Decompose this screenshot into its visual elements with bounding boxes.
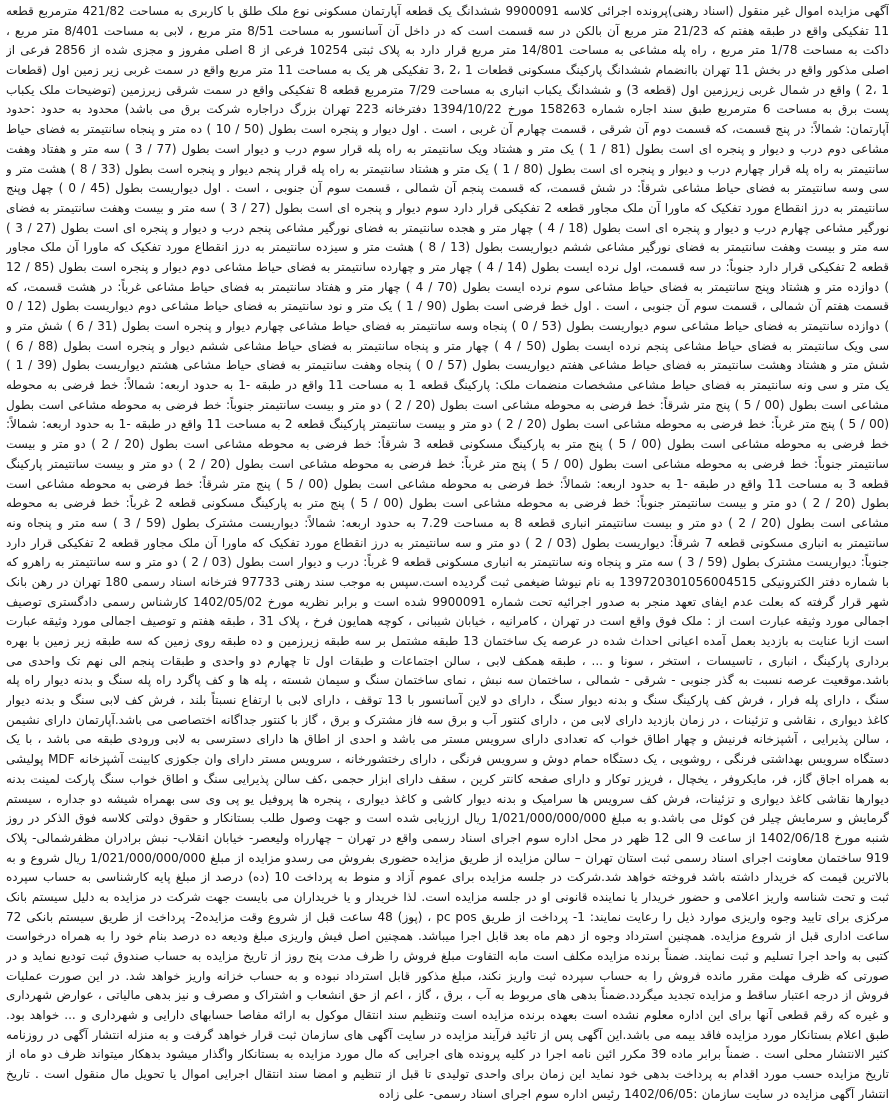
auction-notice xyxy=(6,2,889,1109)
notice-body-text: آگهی مزایده اموال غیر منقول (اسناد رهنی)پرونده اجرائی کلاسه 9900091 ششدانگ یک قطعه آپارتمان مسکونی نوع ملک طلق با کاربری به مساحت 421/82 مترمربع قطعه 11 تفکیکی واقع در طبقه هفتم که 21/23 متر مربع آن بالکن در سه قسمت است که در داخل آن آسانسور به مساحت 8/51 متر مربع ، لابی به مساحت 8/401 متر مربع ، داکت به مساحت 1/78 متر مربع ، راه پله مشاعی به مساحت 14/801 متر مربع قرار دارد به پلاک ثبتی 10254 فرعی از 8 اصلی مفروز و مجزی شده از 2856 فرعی از اصلی مذکور واقع در بخش 11 تهران باانضمام ششدانگ پارکینگ مسکونی قطعات 1 ،2 ،3 تفکیکی هر یک به مساحت 11 متر مربع واقع در سمت غربی زیر زمین اول (قطعات 1 ،2 ) واقع در شمال غربی زیرزمین اول (قطعه 3) و ششدانگ یکباب انباری به مساحت 7/29 مترمربع قطعه 8 تفکیکی واقع در سمت شرقی زیرزمین (توضیحات ملک یکباب پست برق به مساحت 6 مترمربع طبق سند اجاره شماره 158263 مورخ 1394/10/22 دفترخانه 223 تهران بزرگ دراجاره شرکت برق می باشد) محدود به حدود :حدود آپارتمان: شمالاً: در پنج قسمت، که قسمت دوم آن شرقی ، قسمت چهارم آن غربی ، است . اول دیوار و پنجره است بطول (50 / 10 ) ده متر و پنجاه سانتیمتر به فضای حیاط مشاعی دوم درب و دیوار و پنجره ای است بطول (81 / 1 ) یک متر و هشتاد ویک سانتیمتر به راه پله قرار سوم درب و دیوار است بطول (77 / 3 ) سه متر و هفتاد وهفت سانتیمتر به راه پله قرار چهارم درب و دیوار و پنجره ای است بطول (80 / 1 ) یک متر و هشتاد سانتیمتر به راه پله قرار پنجم دیوار و پنجره است بطول (33 / 8 ) هشت متر و سی وسه سانتیمتر به فضای حیاط مشاعی شرقاً: در شش قسمت، که قسمت پنجم آن شمالی ، قسمت سوم آن جنوبی ، است . اول دیواریست بطول (45 / 0 ) چهل وپنج سانتیمتر به درز انقطاع مورد تفکیک که ماورا آن ملک مجاور قطعه 2 تفکیکی قرار دارد سوم دیوار و پنجره ای است بطول (27 / 3 ) سه متر و بیست وهفت سانتیمتر به فضای نورگیر مشاعی چهارم درب و دیوار و پنجره ای است بطول (18 / 4 ) چهار متر و هجده سانتیمتر به فضای نورگیر مشاعی پنجم درب و دیوار و پنجره ای است بطول (27 / 3 ) سه متر و بیست وهفت سانتیمتر به فضای نورگیر مشاعی ششم دیواریست بطول (13 / 8 ) هشت متر و سیزده سانتیمتر به درز انقطاع مورد تفکیک که ماورا آن ملک مجاور قطعه 2 تفکیکی قرار دارد جنوباً: در سه قسمت، اول نرده ایست بطول (14 / 4 ) چهار متر و چهارده سانتیمتر به فضای حیاط مشاعی دوم دیوار و پنجره است بطول (85 / 12 ) دوازده متر و هشتاد وپنج سانتیمتر به فضای حیاط مشاعی سوم نرده ایست بطول (70 / 4 ) چهار متر و هفتاد سانتیمتر به فضای حیاط مشاعی غرباً: در هشت قسمت، که قسمت هفتم آن شمالی ، قسمت سوم آن جنوبی ، است . اول خط فرضی است بطول (90 / 1 ) یک متر و نود سانتیمتر به فضای حیاط مشاعی دوم دیواریست بطول (12 / 0 ) دوازده سانتیمتر به فضای حیاط مشاعی سوم دیواریست بطول (53 / 0 ) پنجاه وسه سانتیمتر به فضای حیاط مشاعی چهارم دیوار و پنجره است بطول (31 / 6 ) شش متر و سی ویک سانتیمتر به فضای حیاط مشاعی پنجم نرده ایست بطول (50 / 4 ) چهار متر و پنجاه سانتیمتر به فضای حیاط مشاعی ششم دیوار و پنجره است بطول (88 / 6 ) شش متر و هشتاد وهشت سانتیمتر به فضای حیاط مشاعی هفتم دیواریست بطول (57 / 0 ) پنجاه وهفت سانتیمتر به فضای حیاط مشاعی هشتم دیواریست بطول (39 / 1 ) یک متر و سی ونه سانتیمتر به فضای حیاط مشاعی مشخصات منضمات ملک: پارکینگ قطعه 1 به مساحت 11 واقع در طبقه -1 به حدود اربعه: شمالاً: خط فرضی به محوطه مشاعی است بطول (00 / 5 ) پنج متر شرقاً: خط فرضی به محوطه مشاعی است بطول (20 / 2 ) دو متر و بیست سانتیمتر جنوباً: خط فرضی به محوطه مشاعی است بطول (00 / 5 ) پنج متر غرباً: خط فرضی به محوطه مشاعی است بطول (20 / 2 ) دو متر و بیست سانتیمتر پارکینگ قطعه 2 به مساحت 11 واقع در طبقه -1 به حدود اربعه: شمالاً: خط فرضی به محوطه مشاعی است بطول (00 / 5 ) پنج متر به پارکینگ مسکونی قطعه 3 شرقاً: خط فرضی به محوطه مشاعی است بطول (20 / 2 ) دو متر و بیست سانتیمتر جنوباً: خط فرضی به محوطه مشاعی است بطول (00 / 5 ) پنج متر غرباً: خط فرضی به محوطه مشاعی است بطول (20 / 2 ) دو متر و بیست سانتیمتر پارکینگ قطعه 3 به مساحت 11 واقع در طبقه -1 به حدود اربعه: شمالاً: خط فرضی به محوطه مشاعی است بطول (00 / 5 ) پنج متر شرقاً: خط فرضی به محوطه مشاعی است بطول (20 / 2 ) دو متر و بیست سانتیمتر جنوباً: خط فرضی به محوطه مشاعی است بطول (00 / 5 ) پنج متر به پارکینگ مسکونی قطعه 2 غرباً: خط فرضی به محوطه مشاعی است بطول (20 / 2 ) دو متر و بیست سانتیمتر انباری قطعه 8 به مساحت 7.29 به حدود اربعه: شمالاً: دیواریست مشترک بطول (59 / 3 ) سه متر و پنجاه ونه سانتیمتر به انباری مسکونی قطعه 7 شرقاً: دیواریست بطول (03 / 2 ) دو متر و سه سانتیمتر به درز انقطاع مورد تفکیک که ماورا آن ملک مجاور قطعه 2 تفکیکی قرار دارد جنوباً: دیواریست مشترک بطول (59 / 3 ) سه متر و پنجاه ونه سانتیمتر به انباری مسکونی قطعه 9 غرباً: درب و دیوار است بطول (03 / 2 ) دو متر و سه سانتیمتر به راهرو که با شماره دفتر الکترونیکی 139720301056004515 به نام نیوشا ضیغمی ثبت گردیده است.سپس به موجب سند رهنی 97733 فترخانه اسناد رسمی 180 تهران در رهن بانک شهر قرار گرفته که بعلت عدم ایفای تعهد منجر به صدور اجرائیه تحت شماره 9900091 شده است و برابر نظریه مورخ 1402/05/02 کارشناس رسمی دادگستری توصیف اجمالی مورد وثیقه عبارت است از : ملک فوق واقع است در تهران ، کامرانیه ، خیابان شیبانی ، کوچه همایون فرخ ، پلاک 31 ، طبقه هفتم و توصیف اجمالی مورد وثیقه عبارت است ازبا عنایت به بازدید بعمل آمده اعیانی احداث شده در عرصه یک ساختمان 13 طبقه مشتمل بر سه طبقه زیرزمین و ده طبقه روی زمین که سه طبقه زیر زمین با بهره برداری پارکینگ ، انباری ، تاسیسات ، استخر ، سونا و ... ، طبقه همکف لابی ، سالن اجتماعات و طبقات اول تا چهارم دو واحدی و طبقات پنجم الی نهم تک واحدی می باشد.موقعیت عرصه نسبت به گذر جنوبی - شرقی - شمالی ، ساختمان سه نبش ، نمای ساختمان سنگ و سیمان شسته ، پله ها و کف پاگرد راه پله سنگ و بدنه دیوار راه پله سنگ ، دارای پله فرار ، فرش کف پارکینگ سنگ و بدنه دیوار سنگ ، دارای دو لاین آسانسور با 13 توقف ، دارای لابی با ارتفاع نسبتاً بلند ، فرش کف لابی سنگ و بدنه دیوار کاغذ دیواری ، نقاشی و تزئینات ، در زمان بازدید دارای لابی من ، دارای کنتور آب و برق سه فاز مشترک و برق ، گاز با کنتور جداگانه اختصاصی می باشد.آپارتمان دارای نشیمن ، سالن پذیرایی ، آشپزخانه فرنیش و چهار اطاق خواب که تعدادی دارای سرویس مستر می باشد و احدی از اطاق ها دارای دسترسی به لابی ورودی طبقه می باشد ، با یک دستگاه سرویس بهداشتی فرنگی ، روشویی ، یک دستگاه حمام دوش و سرویس فرنگی ، دارای رختشورخانه ، سرویس مستر دارای وان جکوزی کابینت آشپزخانه MDF پولیشی به همراه اجاق گاز، فر، مایکروفر ، یخچال ، فریزر توکار و دارای صفحه کانتر کرین ، سقف دارای ابزار حجمی ،کف سالن پذیرایی سنگ و اطاق خواب سنگ پارکت لمینت بدنه دیوارها نقاشی کاغذ دیواری و تزئینات، فرش کف سرویس ها سرامیک و بدنه دیوار کاشی و کاغذ دیواری ، پنجره ها پروفیل یو پی وی سی بهمراه شیشه دو جداره ، سیستم گرمایش و سرمایش چیلر فن کوئل می باشد.و به مبلغ 1/021/000/000/000 ریال ارزیابی شده است و جهت وصول طلب بستانکار و حقوق دولتی کلاسه فوق الذکر در روز شنبه مورخ 1402/06/18 از ساعت 9 الی 12 ظهر در محل اداره سوم اجرای اسناد رسمی واقع در تهران – چهارراه ولیعصر- خیابان انقلاب- نبش برادران مظفرشمالی- پلاک 919 ساختمان معاونت اجرای اسناد رسمی ثبت استان تهران – سالن مزایده از طریق مزایده حضوری بفروش می رسدو مزایده از مبلغ 1/021/000/000/000 ریال شروع و به بالاترین قیمت که خریدار داشته باشد فروخته خواهد شد.شرکت در جلسه مزایده برای عموم آزاد و منوط به پرداخت 10 (ده) درصد از مبلغ پایه کارشناسی به حساب سپرده ثبت و تحت شناسه واریز اعلامی و حضور خریدار یا نماینده قانونی او در جلسه مزایده است. لذا خریدار و یا خریداران می بایست جهت شرکت در مزایده به دلیل سیستم بانک مرکزی برای تایید وجوه واریزی موارد ذیل را رعایت نمایند: 1- پرداخت از طریق pc pos ، (پوز) 48 ساعت قبل از شروع وقت مزایده2- پرداخت از طریق سیستم بانکی 72 ساعت اداری قبل از شروع مزایده. همچنین استرداد وجوه از دهم ماه بعد قابل اجرا میباشد. همچنین اصل فیش واریزی مبلغ ودیعه ده درصد بنام خود را به همراه درخواست کتبی به واحد اجرا تسلیم و ثبت نمایند. ضمناً برنده مزایده مکلف است مابه التفاوت مبلغ فروش را ظرف مدت پنج روز از تاریخ مزایده به حساب صندوق ثبت تودیع نماید و در صورتی که ظرف مهلت مقرر مانده فروش را به حساب سپرده ثبت واریز نکند، مبلغ مذکور قابل استرداد نبوده و به حساب خزانه واریز خواهد شد. در این صورت عملیات فروش از درجه اعتبار ساقط و مزایده تجدید میگردد.ضمناً بدهی های مربوط به آب ، برق ، گاز ، اعم از حق انشعاب و اشتراک و مصرف و نیز بدهی مالیاتی ، عوارض شهرداری و غیره که رقم قطعی آنها برای این اداره معلوم نشده است بعهده برنده مزایده است وتنظیم سند انتقال موکول به ارائه مفاصا حسابهای دارایی و شهرداری و ... خواهد بود. طبق اعلام بستانکار مورد مزایده فاقد بیمه می باشد.این آگهی پس از تائید فرآیند مزایده در سایت آگهی های سازمان ثبت قرار خواهد گرفت و به منزله انتشار آگهی در روزنامه کثیر الانتشار محلی است . ضمناً برابر ماده 39 مکرر ائین نامه اجرا در کلیه پرونده های اجرایی که مال مورد مزایده به بستانکار واگذار میشود بدهکار میتواند ظرف دو ماه از تاریخ مزایده حسب مورد اقدام به پرداخت بدهی خود نماید این زمان برای واحدی تولیدی تا قبل از تنظیم و امضا سند انتقال اجرایی اموال یا تحویل مال منقول است . تاریخ انتشار آگهی مزایده در سایت سازمان :1402/06/05 رئیس اداره سوم اجرای اسناد رسمی- علی زاده xyxy=(6,4,889,1101)
